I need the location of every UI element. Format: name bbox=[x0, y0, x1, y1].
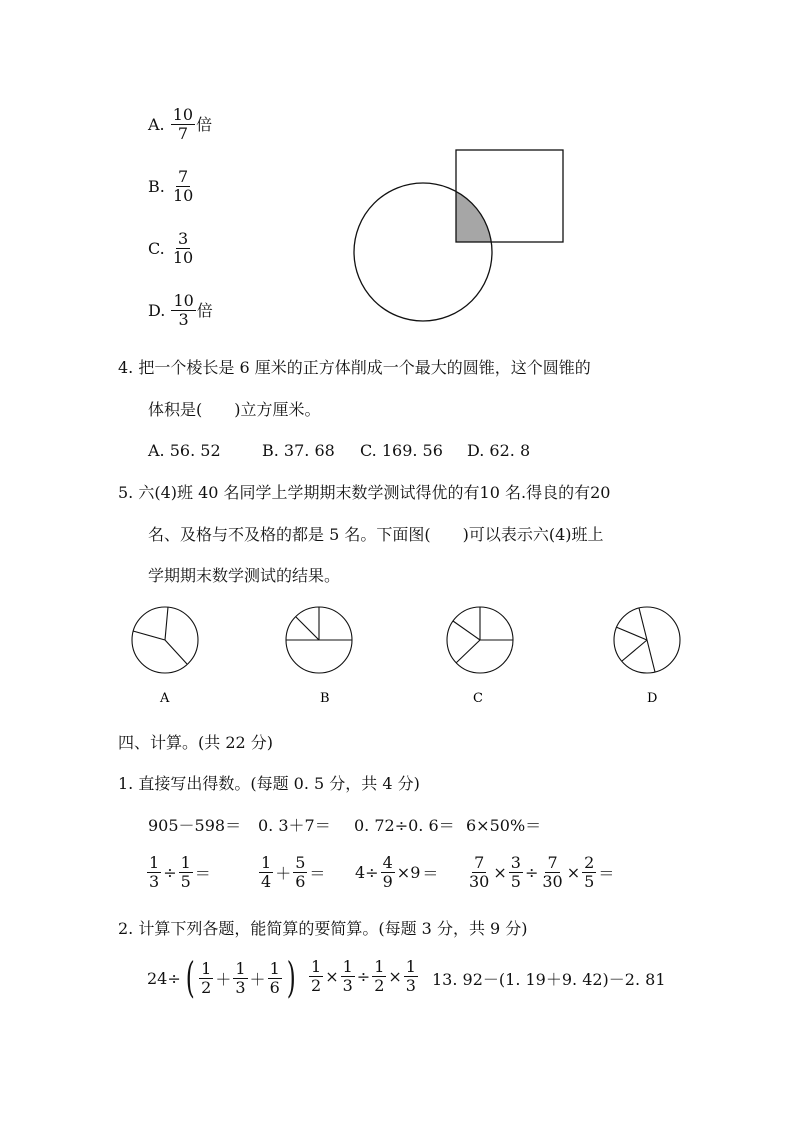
part2-title: 2. 计算下列各题，能简算的要简算。(每题 3 分，共 9 分) bbox=[118, 919, 528, 938]
shaded-overlap bbox=[354, 183, 492, 321]
svg-text:A: A bbox=[160, 691, 170, 706]
q4-option-b[interactable]: B. 37. 68 bbox=[262, 441, 335, 460]
q5-line1: 5. 六(4)班 40 名同学上学期期末数学测试得优的有10 名.得良的有20 bbox=[118, 483, 611, 502]
q5-line2: 名、及格与不及格的都是 5 名。下面图( )可以表示六(4)班上 bbox=[148, 525, 604, 544]
calc2-1: 24÷ ( $\frac{1}{2}$ ＋ $\frac{1}{3}$ ＋ $\frac{1}{6}$ ) bbox=[147, 953, 296, 1002]
calc-3: 0. 72÷0. 6＝ bbox=[354, 816, 455, 835]
pie-c[interactable] bbox=[447, 607, 513, 706]
svg-text:C: C bbox=[473, 691, 483, 706]
fraction: $\frac{10}{3}$ bbox=[173, 291, 194, 329]
calc2-2: $\frac{1}{2}$ × $\frac{1}{3}$ ÷ $\frac{1}{2}$ × $\frac{1}{3}$ bbox=[311, 957, 416, 995]
q4-line2: 体积是( )立方厘米。 bbox=[148, 400, 321, 419]
q4-option-d[interactable]: D. 62. 8 bbox=[467, 441, 531, 460]
fraction: $\frac{7}{10}$ bbox=[172, 167, 194, 205]
calc-4: 6×50%＝ bbox=[466, 816, 542, 835]
q3-option-b[interactable]: B. $\frac{7}{10}$ bbox=[148, 167, 194, 205]
q4-option-a[interactable]: A. 56. 52 bbox=[148, 441, 221, 460]
pie-charts bbox=[120, 600, 700, 710]
calc-8: $\frac{7}{30}$ × $\frac{3}{5}$ ÷ $\frac{7}{30}$ × $\frac{2}{5}$ ＝ bbox=[469, 853, 615, 891]
pie-a[interactable] bbox=[132, 607, 198, 706]
calc-6: $\frac{1}{4}$ ＋ $\frac{5}{6}$ ＝ bbox=[261, 853, 326, 891]
q3-option-a[interactable]: A. $\frac{10}{7}$ 倍 bbox=[148, 105, 213, 143]
calc2-3: 13. 92－(1. 19＋9. 42)－2. 81 bbox=[432, 970, 666, 989]
pie-d[interactable] bbox=[614, 607, 680, 706]
section4-title: 四、计算。(共 22 分) bbox=[118, 733, 274, 752]
q4-line1: 4. 把一个棱长是 6 厘米的正方体削成一个最大的圆锥，这个圆锥的 bbox=[118, 358, 591, 377]
svg-text:D: D bbox=[647, 691, 658, 706]
pie-b[interactable] bbox=[286, 607, 352, 706]
q4-option-c[interactable]: C. 169. 56 bbox=[360, 441, 443, 460]
calc-1: 905－598＝ bbox=[148, 816, 242, 835]
circle-square-figure bbox=[340, 140, 580, 330]
q5-line3: 学期期末数学测试的结果。 bbox=[148, 566, 341, 585]
fraction: $\frac{10}{7}$ bbox=[172, 105, 194, 143]
calc-2: 0. 3＋7＝ bbox=[258, 816, 331, 835]
calc-7: 4÷ $\frac{4}{9}$ ×9 ＝ bbox=[355, 853, 439, 891]
q3-option-c[interactable]: C. $\frac{3}{10}$ bbox=[148, 229, 194, 267]
q3-option-d[interactable]: D. $\frac{10}{3}$ 倍 bbox=[148, 291, 213, 329]
svg-text:B: B bbox=[320, 691, 330, 706]
part1-title: 1. 直接写出得数。(每题 0. 5 分，共 4 分) bbox=[118, 774, 420, 793]
calc-5: $\frac{1}{3}$ ÷ $\frac{1}{5}$ ＝ bbox=[149, 853, 211, 891]
fraction: $\frac{3}{10}$ bbox=[172, 229, 194, 267]
